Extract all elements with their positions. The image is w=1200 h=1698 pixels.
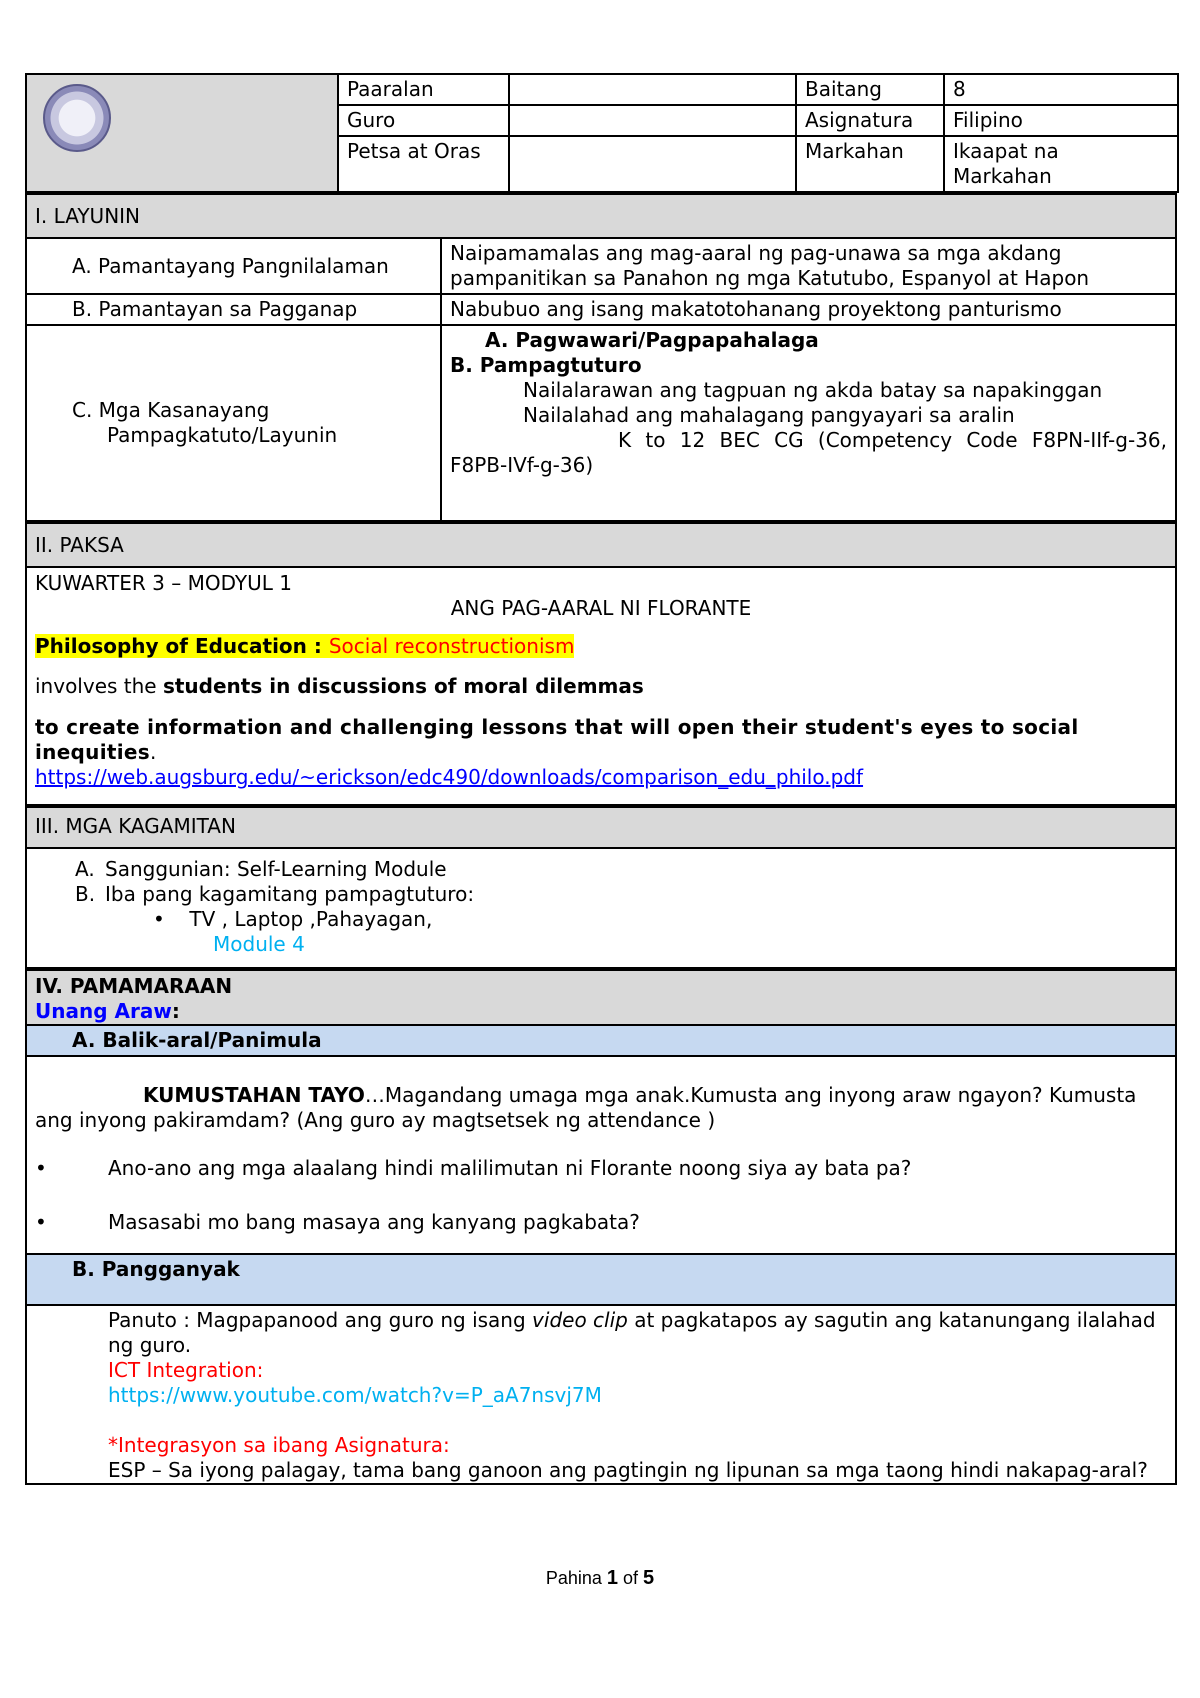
kumustahan-para [35,1083,1167,1133]
create-text: to create information and challenging lessons that will open their student's eyes to social inequities [35,715,1079,764]
markahan-line-1: Ikaapat na [953,139,1059,163]
pamantayang-pangnilalaman-label: A. Pamantayang Pangnilalaman [26,238,441,294]
panuto-text-1: Panuto : Magpapanood ang guro ng isang [108,1308,533,1332]
kagamitan-title: III. MGA KAGAMITAN [26,807,1176,848]
philosophy-line [35,634,1167,659]
kasanayang-label-2: Pampagkatuto/Layunin [107,423,338,447]
pamantayang-pangnilalaman-value: Naipamamalas ang mag-aaral ng pag-unawa sa mga akdang pampanitikan sa Panahon ng mga Katutubo, Espanyol at Hapon [441,238,1176,294]
kasanayang-label [26,325,441,521]
ict-integration: ICT Integration: [108,1358,264,1382]
question-2 [35,1210,1167,1235]
bullet-icon: • [35,1210,47,1234]
question-2-text: Masasabi mo bang masaya ang kanyang pagkabata? [108,1210,640,1234]
petsa-label: Petsa at Oras [338,136,509,192]
competency-code: K to 12 BEC CG (Competency Code F8PN-IIf-g-36, F8PB-IVf-g-36) [450,428,1167,477]
balik-aral-title: A. Balik-aral/Panimula [26,1025,1176,1056]
integrasyon-heading: *Integrasyon sa ibang Asignatura: [108,1433,450,1457]
layunin-title: I. LAYUNIN [26,194,1176,238]
kasanayan-2: Nailalahad ang mahalagang pangyayari sa aralin [523,403,1015,427]
bullet-icon: • [153,907,165,931]
involves-text: involves the [35,674,163,698]
pamantayan-pagganap-value: Nabubuo ang isang makatotohanang proyektong panturismo [441,294,1176,325]
pagwawari-heading: A. Pagwawari/Pagpapahalaga [485,328,819,352]
guro-label: Guro [338,105,509,136]
create-end: . [149,740,157,764]
balik-aral-content [26,1056,1176,1254]
aralin-title: ANG PAG-AARAL NI FLORANTE [450,596,752,620]
kagamitan-table [25,806,1177,969]
pangganyak-title: B. Pangganyak [26,1254,1176,1305]
philosophy-label: Philosophy of Education : [35,634,329,658]
kumustahan-bold: KUMUSTAHAN TAYO [143,1083,365,1107]
involves-bold: students in discussions of moral dilemmas [162,674,644,698]
day-colon: : [171,999,180,1023]
pamamaraan-header [26,970,1176,1025]
kagamitan-bullet [35,907,1167,932]
markahan-value [944,136,1178,192]
philo-url-line [35,765,1167,790]
petsa-value [509,136,796,192]
paaralan-value [509,74,796,105]
panuto-para [108,1308,1167,1358]
pamantayan-pagganap-label: B. Pamantayan sa Pagganap [26,294,441,325]
paksa-title: II. PAKSA [26,523,1176,567]
youtube-link[interactable]: https://www.youtube.com/watch?v=P_aA7nsvj7M [108,1383,602,1407]
day-line [35,999,1167,1024]
header-table [25,73,1179,193]
sanggunian-text: Sanggunian: Self-Learning Module [105,857,447,881]
current-page: 1 [606,1567,619,1589]
paksa-content [26,567,1176,805]
markahan-line-2: Markahan [953,164,1052,188]
pampagtuturo-heading: B. Pampagtuturo [450,353,642,377]
paksa-table [25,522,1177,806]
kuwarter-modyul: KUWARTER 3 – MODYUL 1 [35,571,292,595]
baitang-value: 8 [944,74,1178,105]
esp-question: ESP – Sa iyong palagay, tama bang ganoon ang pagtingin ng lipunan sa mga taong hindi nakapag-aral? [108,1458,1148,1482]
kumustahan-text: …Magandang umaga mga anak.Kumusta ang inyong araw ngayon? Kumusta ang inyong pakiramdam? (Ang guro ay magtsetsek ng attendance ) [35,1083,1137,1132]
pangganyak-content [26,1305,1176,1484]
kasanayang-value [441,325,1176,521]
module-text: Module 4 [213,932,305,956]
kagamitan-list: TV , Laptop ,Pahayagan, [183,907,433,931]
kagamitan-content [26,848,1176,968]
yt-line [108,1383,1167,1408]
deped-seal-icon [43,84,111,152]
unang-araw: Unang Araw [35,999,172,1023]
pamamaraan-table [25,969,1177,1485]
iba-pang-kagamitan-text: Iba pang kagamitang pampagtuturo: [105,882,475,906]
panuto-video: video clip [532,1308,628,1332]
of-label: of [618,1568,644,1588]
paaralan-label: Paaralan [338,74,509,105]
kagamitan-b: B. Iba pang kagamitang pampagtuturo: [75,882,475,906]
involves-line [35,674,1167,699]
panuto-text-2: at pagkatapos ay sagutin ang katanungang ilalahad ng guro. [108,1308,1156,1357]
question-1 [35,1156,1167,1181]
pamamaraan-title: IV. PAMAMARAAN [35,974,233,998]
guro-value [509,105,796,136]
asignatura-value: Filipino [944,105,1178,136]
kagamitan-a: A. Sanggunian: Self-Learning Module [75,857,447,881]
philo-url-link[interactable]: https://web.augsburg.edu/~erickson/edc490/downloads/comparison_edu_philo.pdf [35,765,864,789]
philosophy-value: Social reconstructionism [328,634,575,658]
bullet-icon: • [35,1156,47,1180]
asignatura-label: Asignatura [796,105,944,136]
lesson-plan [25,73,1177,1485]
question-1-text: Ano-ano ang mga alaalang hindi malilimutan ni Florante noong siya ay bata pa? [108,1156,912,1180]
create-line [35,715,1167,765]
total-pages: 5 [643,1567,655,1589]
pahina-label: Pahina [545,1568,607,1588]
markahan-label: Markahan [796,136,944,192]
layunin-table [25,193,1177,522]
kasanayang-label-1: C. Mga Kasanayang [72,398,270,422]
kasanayan-1: Nailalarawan ang tagpuan ng akda batay sa napakinggan [523,378,1103,402]
baitang-label: Baitang [796,74,944,105]
page-footer [0,1567,1200,1590]
